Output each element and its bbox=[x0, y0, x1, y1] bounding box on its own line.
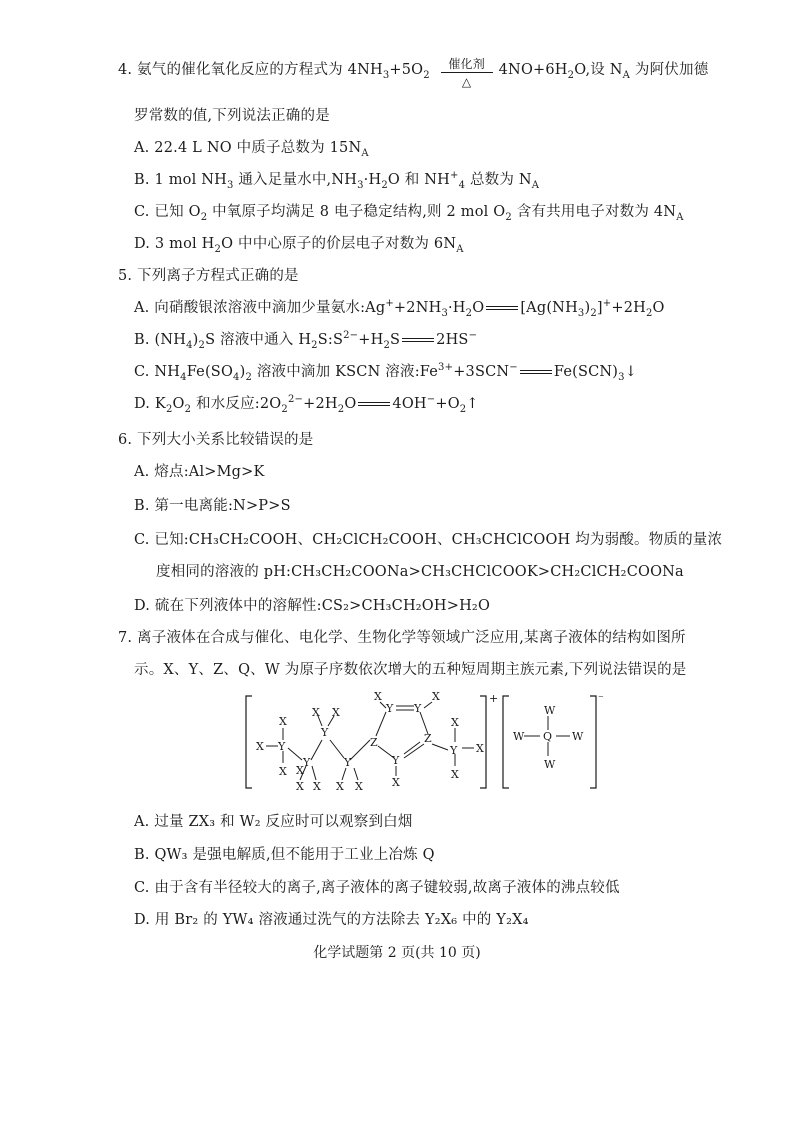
q7-option-c: C. 由于含有半径较大的离子,离子液体的离子键较弱,故离子液体的沸点较低 bbox=[134, 880, 620, 896]
q6-stem: 6. 下列大小关系比较错误的是 bbox=[118, 432, 314, 448]
svg-text:Y: Y bbox=[392, 754, 400, 767]
svg-text:Y: Y bbox=[278, 740, 286, 753]
svg-text:X: X bbox=[451, 768, 459, 781]
svg-text:X: X bbox=[332, 706, 340, 719]
svg-text:X: X bbox=[374, 690, 382, 703]
svg-text:X: X bbox=[476, 742, 484, 755]
ionic-liquid-structure-diagram bbox=[0, 688, 794, 798]
svg-text:X: X bbox=[313, 780, 321, 793]
svg-text:Y: Y bbox=[450, 744, 458, 757]
svg-text:W: W bbox=[513, 730, 525, 743]
q5-option-c: C. $NH_4Fe(SO_4)_2$ 溶液中滴加 KSCN 溶液$:Fe^{3+}+3SCN^-$ $Fe(SCN)_3↓$ bbox=[134, 362, 638, 383]
svg-text:X: X bbox=[336, 780, 344, 793]
q6-option-a: A. 熔点:Al>Mg>K bbox=[134, 464, 265, 480]
q7-stem-line2: 示。X、Y、Z、Q、W 为原子序数依次增大的五种短周期主族元素,下列说法错误的是 bbox=[134, 662, 687, 678]
q6-option-d: D. 硫在下列液体中的溶解性:CS₂>CH₃CH₂OH>H₂O bbox=[134, 598, 491, 614]
svg-text:Y: Y bbox=[344, 756, 352, 769]
svg-text:X: X bbox=[355, 780, 363, 793]
q4-stem-line2: 罗常数的值,下列说法正确的是 bbox=[134, 108, 330, 124]
q6-option-c-line2: 度相同的溶液的 pH:CH₃CH₂COONa>CH₃CHClCOOK>CH₂ClCH₂COONa bbox=[156, 564, 684, 580]
q5-stem: 5. 下列离子方程式正确的是 bbox=[118, 268, 299, 284]
svg-text:Z: Z bbox=[370, 736, 378, 749]
q4-option-a: A. 22.4 L NO 中质子总数为 $15N_A$ bbox=[134, 140, 369, 159]
svg-text:Y: Y bbox=[321, 726, 329, 739]
q5-option-a: A. 向硝酸银浓溶液中滴加少量氨水$:Ag^++2NH_3\cdot H_2O$ $[Ag(NH_3)_2]^++2H_2O$ bbox=[134, 298, 665, 319]
svg-text:X: X bbox=[296, 764, 304, 777]
q5-option-d: D. $K_2O_2$ 和水反应$:2O_2^{2-}+2H_2O$ $4OH^-+O_2↑$ bbox=[134, 394, 479, 415]
svg-text:X: X bbox=[451, 716, 459, 729]
q7-option-d: D. 用 Br₂ 的 YW₄ 溶液通过洗气的方法除去 Y₂X₆ 中的 Y₂X₄ bbox=[134, 912, 529, 928]
svg-text:X: X bbox=[256, 740, 264, 753]
q6-option-c-line1: C. 已知:CH₃CH₂COOH、CH₂ClCH₂COOH、CH₃CHClCOOH 均为弱酸。物质的量浓 bbox=[134, 532, 723, 548]
svg-text:+: + bbox=[489, 692, 499, 705]
svg-text:W: W bbox=[572, 730, 584, 743]
svg-text:Y: Y bbox=[386, 702, 394, 715]
q5-option-b: B. $(NH_4)_2S$ 溶液中通入 $H_2S:S^{2-}+H_2S$ 2HS− bbox=[134, 330, 478, 351]
svg-text:W: W bbox=[544, 758, 556, 771]
svg-text:X: X bbox=[432, 690, 440, 703]
svg-text:X: X bbox=[279, 765, 287, 778]
q7-option-a: A. 过量 ZX₃ 和 W₂ 反应时可以观察到白烟 bbox=[134, 814, 413, 830]
svg-text:X: X bbox=[312, 706, 320, 719]
svg-text:Z: Z bbox=[424, 732, 432, 745]
page-footer: 化学试题第 2 页(共 10 页) bbox=[313, 945, 481, 961]
svg-text:Q: Q bbox=[543, 730, 553, 743]
q4-option-c: C. 已知 $O_2$ 中氧原子均满足 8 电子稳定结构,则 2 mol $O_2$ 含有共用电子对数为 $4N_A$ bbox=[134, 204, 684, 223]
svg-text:Y: Y bbox=[303, 756, 311, 769]
svg-text:⁻: ⁻ bbox=[598, 692, 604, 705]
svg-text:X: X bbox=[296, 780, 304, 793]
q4-option-b: B. 1 mol $NH_3$ 通入足量水中$,NH_3\cdot H_2O$ 和 $NH^+_4$ 总数为 $N_A$ bbox=[134, 170, 540, 191]
q4-stem: 4. 氨气的催化氧化反应的方程式为 $4NH_3+5O_2$ 催化剂 △ $4NO+6H_2O$,设 $N_A$ 为阿伏加德 bbox=[118, 57, 709, 89]
q7-stem-line1: 7. 离子液体在合成与催化、电化学、生物化学等领域广泛应用,某离子液体的结构如图所 bbox=[118, 630, 686, 646]
q4-option-d: D. 3 mol $H_2O$ 中中心原子的价层电子对数为 $6N_A$ bbox=[134, 236, 464, 255]
q6-option-b: B. 第一电离能:N>P>S bbox=[134, 498, 291, 514]
svg-text:X: X bbox=[392, 776, 400, 789]
svg-text:W: W bbox=[544, 704, 556, 717]
catalyst-arrow: 催化剂 △ bbox=[437, 60, 497, 80]
svg-text:X: X bbox=[279, 715, 287, 728]
q7-option-b: B. QW₃ 是强电解质,但不能用于工业上冶炼 Q bbox=[134, 847, 435, 863]
svg-text:Y: Y bbox=[414, 702, 422, 715]
